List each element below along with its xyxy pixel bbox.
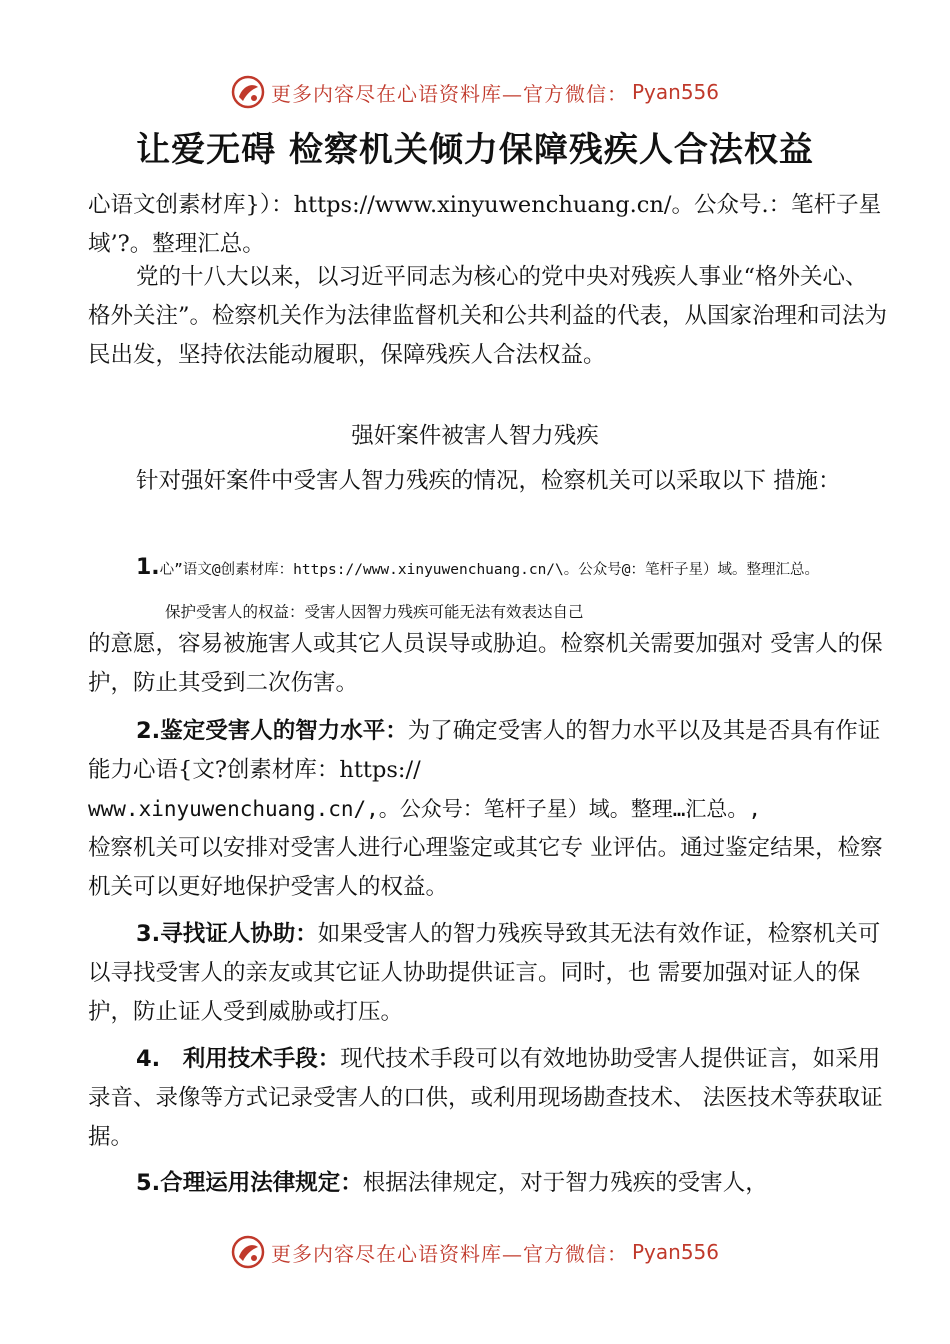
source-line-text: 心语文创素材库}）：https://www.xinyuwenchuang.cn/。公众号.：笔杆子星域’?。整理汇总。: [88, 192, 882, 257]
item-1-small-text: 保护受害人的权益：受害人因智力残疾可能无法有效表达自己: [165, 603, 584, 621]
item-1-number: 1.: [136, 555, 160, 580]
intro-paragraph: 党的十八大以来，以习近平同志为核心的党中央对残疾人事业“格外关心、格外关注”。检察机关作为法律监督机关和公共利益的代表，从国家治理和司法为民出发，坚持依法能动履职，保障残疾人合法权益。: [88, 264, 888, 368]
item-1-watermark: 心”语文@创素材库：https://www.xinyuwenchuang.cn/\。公众号@：笔杆子星）域。整理汇总。: [159, 562, 819, 578]
item-3: [88, 915, 888, 1032]
banner-text: 更多内容尽在心语资料库—官方微信：: [270, 1241, 628, 1266]
item-2-url-line: www.xinyuwenchuang.cn/,。公众号：笔杆子星）域。整理…汇总。,: [88, 797, 762, 821]
header-watermark-banner: [0, 72, 950, 112]
item-1-watermark-line: [136, 555, 916, 580]
item-4-text: 现代技术手段可以有效地协助受害人提供证言，如采用录音、录像等方式记录受害人的口供，或利用现场勘查技术、 法医技术等获取证据。: [88, 1046, 883, 1150]
banner-text: 更多内容尽在心语资料库—官方微信：: [270, 81, 628, 106]
item-3-label: 3.寻找证人协助：: [136, 921, 318, 947]
section-heading: 强奸案件被害人智力残疾: [351, 423, 599, 449]
logo-icon: [231, 1235, 265, 1269]
item-2-text-a: 为了确定受害人的智力水平以及其是否具有作证能力心语{文?创素材库：https://: [88, 718, 881, 783]
item-2-label: 2.鉴定受害人的智力水平：: [136, 718, 408, 744]
banner-wechat-id: Pyan556: [631, 80, 719, 104]
item-2-text-b: 检察机关可以安排对受害人进行心理鉴定或其它专 业评估。通过鉴定结果，检察机关可以更好地保护受害人的权益。: [88, 835, 883, 900]
page-title: 让爱无碍 检察机关倾力保障残疾人合法权益: [136, 130, 814, 170]
item-5-label: 5.合理运用法律规定：: [136, 1170, 363, 1196]
item-4-label: 4. 利用技术手段：: [136, 1046, 341, 1072]
item-2: [88, 712, 888, 790]
item-1-text: 的意愿，容易被施害人或其它人员误导或胁迫。检察机关需要加强对 受害人的保护，防止其受到二次伤害。: [88, 631, 883, 696]
source-line: [88, 186, 888, 264]
item-3-text: 如果受害人的智力残疾导致其无法有效作证，检察机关可以寻找受害人的亲友或其它证人协助提供证言。同时，也 需要加强对证人的保护，防止证人受到威胁或打压。: [88, 921, 881, 1025]
footer-watermark-banner: [0, 1232, 950, 1272]
banner-wechat-id: Pyan556: [631, 1240, 719, 1264]
logo-icon: [231, 75, 265, 109]
item-5-text: 根据法律规定，对于智力残疾的受害人，: [362, 1170, 768, 1196]
item-5: [88, 1164, 888, 1203]
section-intro: 针对强奸案件中受害人智力残疾的情况，检察机关可以采取以下 措施：: [136, 468, 841, 494]
item-4: [88, 1040, 888, 1157]
